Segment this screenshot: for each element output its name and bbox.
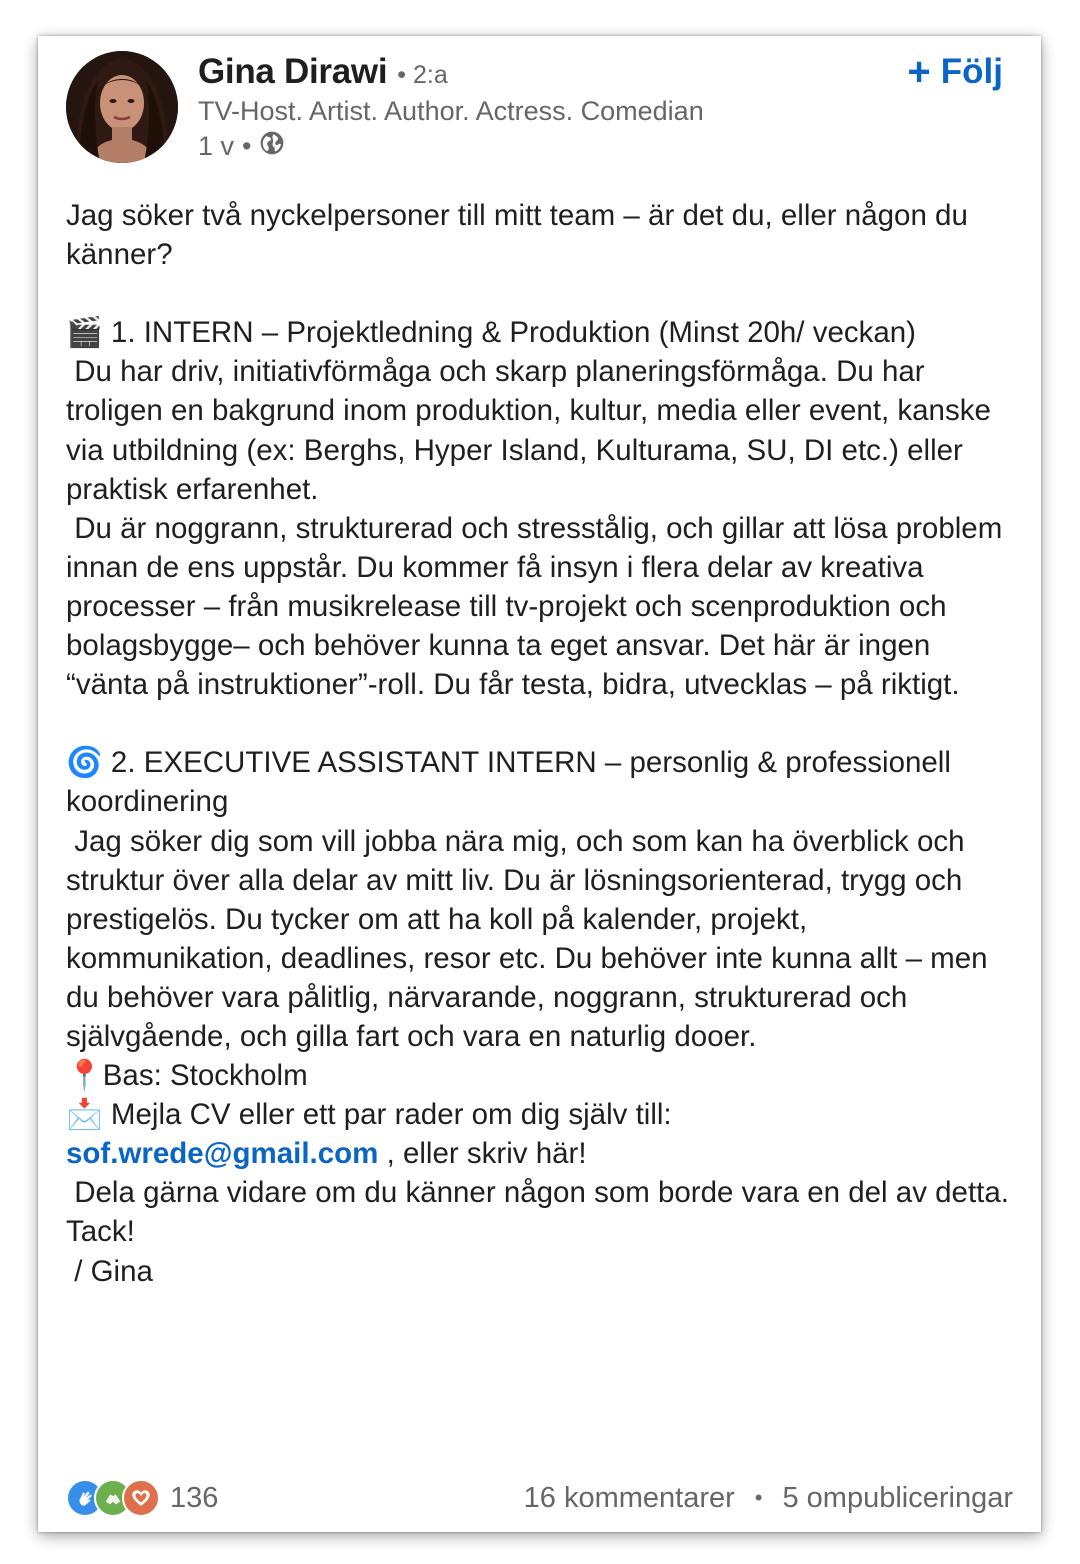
thanks-text: Tack! bbox=[66, 1215, 135, 1249]
post-card bbox=[38, 36, 1041, 1532]
signoff-text: / Gina bbox=[66, 1254, 153, 1288]
author-headline: TV-Host. Artist. Author. Actress. Comedian bbox=[198, 96, 704, 126]
email-line bbox=[66, 1134, 1016, 1173]
reaction-count: 136 bbox=[170, 1481, 219, 1514]
blank-line bbox=[66, 274, 1016, 313]
mail-line bbox=[66, 1095, 1016, 1134]
follow-button[interactable] bbox=[907, 52, 1003, 92]
avatar[interactable] bbox=[66, 51, 178, 163]
post-meta bbox=[198, 130, 285, 163]
role2-title: 2. EXECUTIVE ASSISTANT INTERN – personlig & professionell koordinering bbox=[66, 746, 960, 819]
clapperboard-icon: 🎬 bbox=[66, 315, 103, 350]
post-body bbox=[66, 196, 1016, 1291]
role1-title: 1. INTERN – Projektledning & Produktion (Minst 20h/ veckan) bbox=[102, 316, 916, 350]
share-text: Dela gärna vidare om du känner någon som borde vara en del av detta. bbox=[66, 1176, 1009, 1210]
role1-paragraph-1: Du har driv, initiativförmåga och skarp planeringsförmåga. Du har troligen en bakgrund inom produktion, kultur, media eller event, kanske via utbildning (ex: Berghs, Hyper Island, Kulturama, SU, DI etc.) eller praktisk erfarenhet. bbox=[66, 355, 1000, 506]
location-text: Bas: Stockholm bbox=[102, 1059, 308, 1093]
globe-icon bbox=[259, 130, 285, 163]
role1-heading bbox=[66, 313, 1016, 352]
author-line bbox=[198, 52, 448, 92]
role2-paragraph-1: Jag söker dig som vill jobba nära mig, och som kan ha överblick och struktur över alla delar av mitt liv. Du är lösningsorienterad, trygg och prestigelös. Du tycker om att ha koll på kalender, projekt, kommunikation, deadlines, resor etc. Du behöver inte kunna allt – men du behöver vara pålitlig, närvarande, noggrann, strukturerad och självgående, och gilla fart och vara en naturlig dooer. bbox=[66, 824, 996, 1053]
follow-label: Följ bbox=[940, 52, 1003, 91]
reactions-summary[interactable] bbox=[66, 1479, 218, 1517]
plus-icon: + bbox=[907, 50, 931, 94]
mail-text: Mejla CV eller ett par rader om dig själv till: bbox=[102, 1098, 672, 1132]
blank-line bbox=[66, 704, 1016, 743]
connection-degree: • 2:a bbox=[397, 61, 448, 89]
role2-heading bbox=[66, 743, 1016, 821]
meta-separator: • bbox=[242, 131, 252, 161]
post-intro: Jag söker två nyckelpersoner till mitt team – är det du, eller någon du känner? bbox=[66, 199, 977, 272]
avatar-portrait bbox=[66, 51, 178, 163]
email-link[interactable]: sof.wrede@gmail.com bbox=[66, 1137, 379, 1171]
comments-count[interactable]: 16 kommentarer bbox=[523, 1481, 735, 1514]
footer-separator: • bbox=[754, 1485, 763, 1510]
cyclone-icon: 🌀 bbox=[66, 745, 103, 780]
location-line bbox=[66, 1056, 1016, 1095]
social-counts bbox=[66, 1476, 1013, 1520]
author-name[interactable]: Gina Dirawi bbox=[198, 52, 388, 91]
post-time: 1 v bbox=[198, 131, 235, 161]
envelope-icon: 📩 bbox=[66, 1097, 103, 1132]
role1-paragraph-2: Du är noggrann, strukturerad och stresstålig, och gillar att lösa problem innan de ens uppstår. Du kommer få insyn i flera delar av kreativa processer – från musikrelease till tv-projekt och scenproduktion och bolagsbygge– och behöver kunna ta eget ansvar. Det här är ingen “vänta på instruktioner”-roll. Du får testa, bidra, utvecklas – på riktigt. bbox=[66, 511, 1011, 702]
reposts-count[interactable]: 5 ompubliceringar bbox=[782, 1481, 1013, 1514]
after-email-text: , eller skriv här! bbox=[378, 1137, 587, 1171]
pin-icon: 📍 bbox=[66, 1058, 103, 1093]
love-icon bbox=[122, 1479, 160, 1517]
